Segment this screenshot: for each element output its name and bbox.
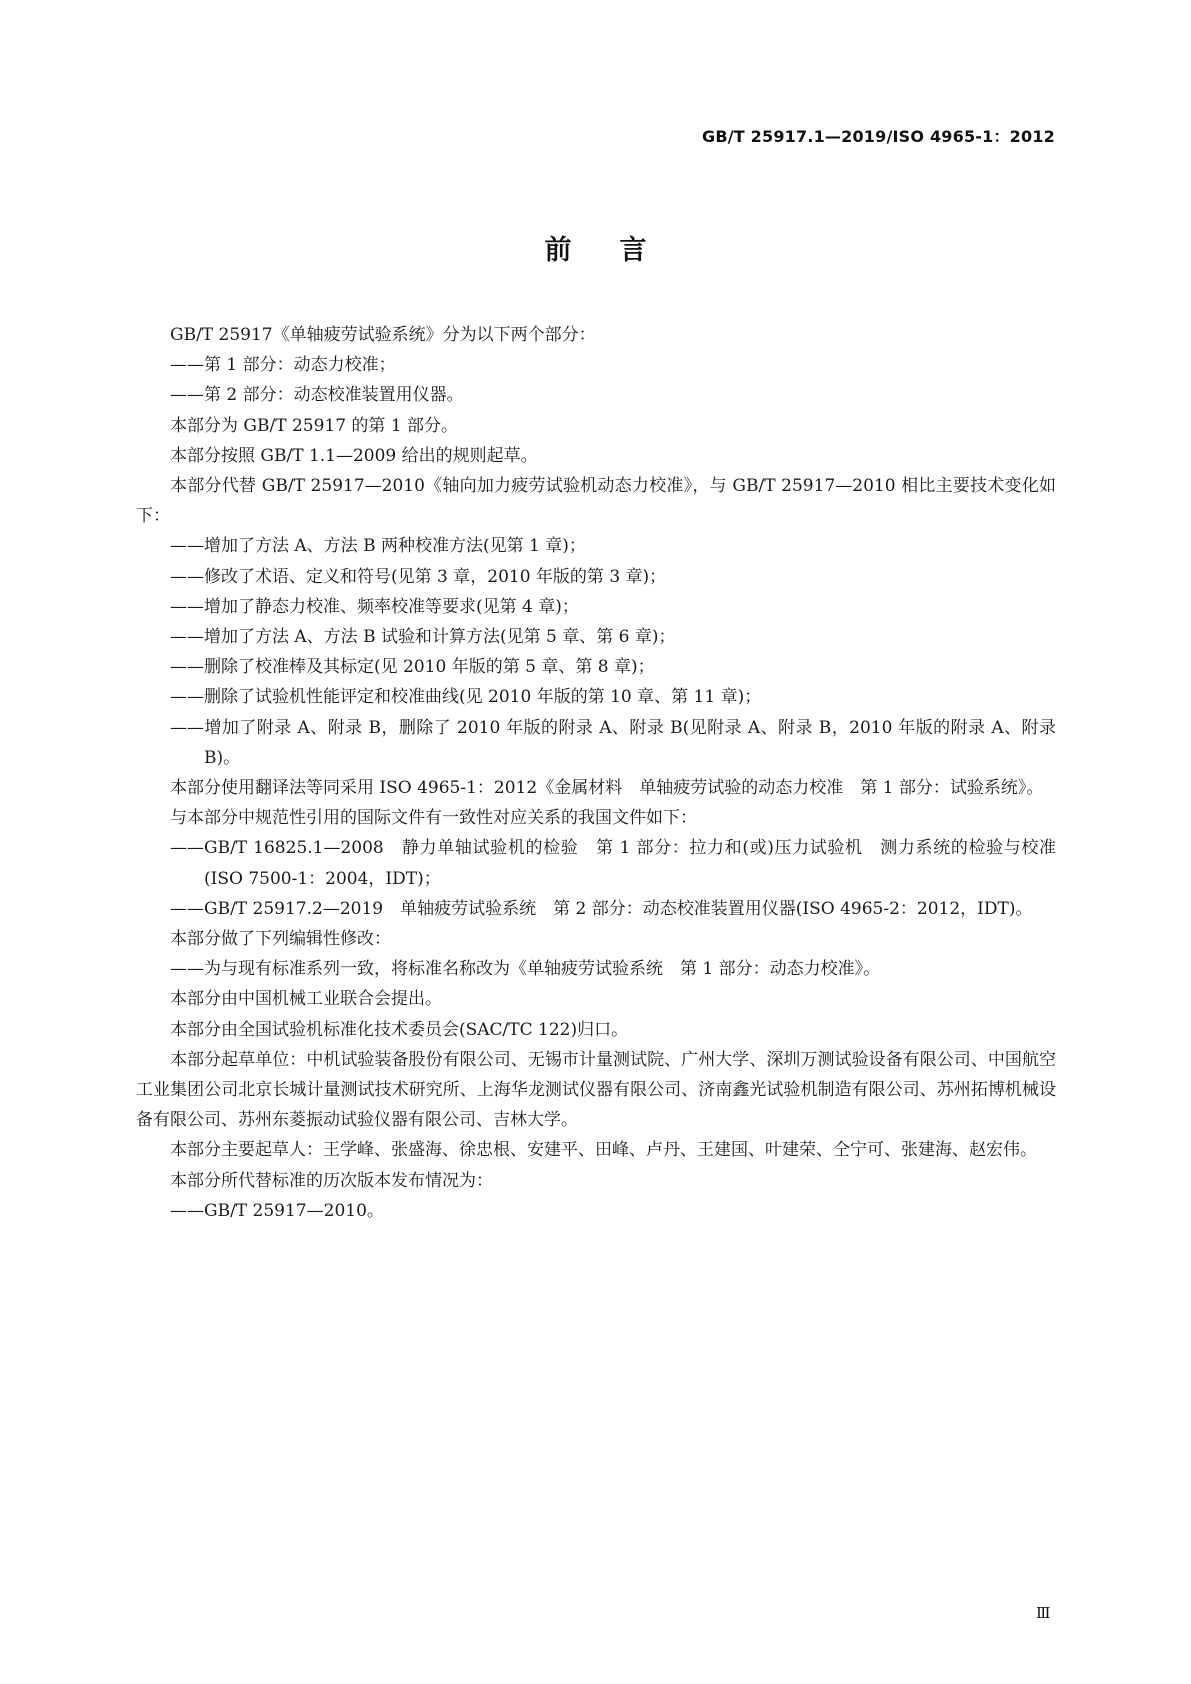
page-title: 前言 <box>544 235 695 266</box>
paragraph-corresponding-docs: 与本部分中规范性引用的国际文件有一致性对应关系的我国文件如下： <box>170 808 697 829</box>
list-item-change: ——增加了方法 A、方法 B 两种校准方法(见第 1 章)； <box>170 536 586 557</box>
paragraph-previous-editions: 本部分所代替标准的历次版本发布情况为： <box>170 1170 493 1191</box>
list-item-change: ——删除了校准棒及其标定(见 2010 年版的第 5 章、第 8 章)； <box>170 657 655 678</box>
paragraph-drafting-rules: 本部分按照 GB/T 1.1—2009 给出的规则起草。 <box>170 445 538 466</box>
list-item-reference: ——GB/T 25917.2—2019 单轴疲劳试验系统 第 2 部分：动态校准装置用仪器(ISO 4965-2：2012，IDT)。 <box>170 898 1033 919</box>
paragraph-replaces: 本部分代替 GB/T 25917—2010《轴向加力疲劳试验机动态力校准》，与 GB/T 25917—2010 相比主要技术变化如下： <box>136 476 1056 527</box>
paragraph-under-jurisdiction: 本部分由全国试验机标准化技术委员会(SAC/TC 122)归口。 <box>170 1019 629 1040</box>
list-item-editorial: ——为与现有标准系列一致，将标准名称改为《单轴疲劳试验系统 第 1 部分：动态力校准》。 <box>170 959 881 980</box>
list-item-change: ——删除了试验机性能评定和校准曲线(见 2010 年版的第 10 章、第 11 章)； <box>170 687 762 708</box>
paragraph-drafting-units: 本部分起草单位：中机试验装备股份有限公司、无锡市计量测试院、广州大学、深圳万测试验设备有限公司、中国航空工业集团公司北京长城计量测试技术研究所、上海华龙测试仪器有限公司、济南鑫光试验机制造有限公司、苏州拓博机械设备有限公司、苏州东菱振动试验仪器有限公司、吉林大学。 <box>136 1049 1056 1131</box>
paragraph-parts: GB/T 25917《单轴疲劳试验系统》分为以下两个部分： <box>170 325 596 345</box>
foreword-body <box>136 320 1056 1226</box>
list-item-change: ——增加了附录 A、附录 B，删除了 2010 年版的附录 A、附录 B(见附录 A、附录 B，2010 年版的附录 A、附录 B)。 <box>170 717 1056 768</box>
list-item-edition: ——GB/T 25917—2010。 <box>170 1200 384 1221</box>
list-item-part2: ——第 2 部分：动态校准装置用仪器。 <box>170 385 464 406</box>
list-item-part1: ——第 1 部分：动态力校准； <box>170 355 396 376</box>
paragraph-drafters: 本部分主要起草人：王学峰、张盛海、徐忠根、安建平、田峰、卢丹、王建国、叶建荣、仝宁可、张建海、赵宏伟。 <box>170 1140 1037 1161</box>
list-item-change: ——增加了方法 A、方法 B 试验和计算方法(见第 5 章、第 6 章)； <box>170 627 676 648</box>
list-item-change: ——增加了静态力校准、频率校准等要求(见第 4 章)； <box>170 596 579 617</box>
paragraph-part-of: 本部分为 GB/T 25917 的第 1 部分。 <box>170 415 459 436</box>
paragraph-editorial-changes: 本部分做了下列编辑性修改： <box>170 929 391 950</box>
standard-code: GB/T 25917.1—2019/ISO 4965-1：2012 <box>702 127 1055 146</box>
paragraph-translation-method: 本部分使用翻译法等同采用 ISO 4965-1：2012《金属材料 单轴疲劳试验的动态力校准 第 1 部分：试验系统》。 <box>170 778 1044 799</box>
list-item-reference: ——GB/T 16825.1—2008 静力单轴试验机的检验 第 1 部分：拉力和(或)压力试验机 测力系统的检验与校准(ISO 7500-1：2004，IDT)； <box>170 838 1056 889</box>
paragraph-proposed-by: 本部分由中国机械工业联合会提出。 <box>170 989 442 1010</box>
page-number: Ⅲ <box>1036 1604 1051 1622</box>
list-item-change: ——修改了术语、定义和符号(见第 3 章，2010 年版的第 3 章)； <box>170 566 667 587</box>
